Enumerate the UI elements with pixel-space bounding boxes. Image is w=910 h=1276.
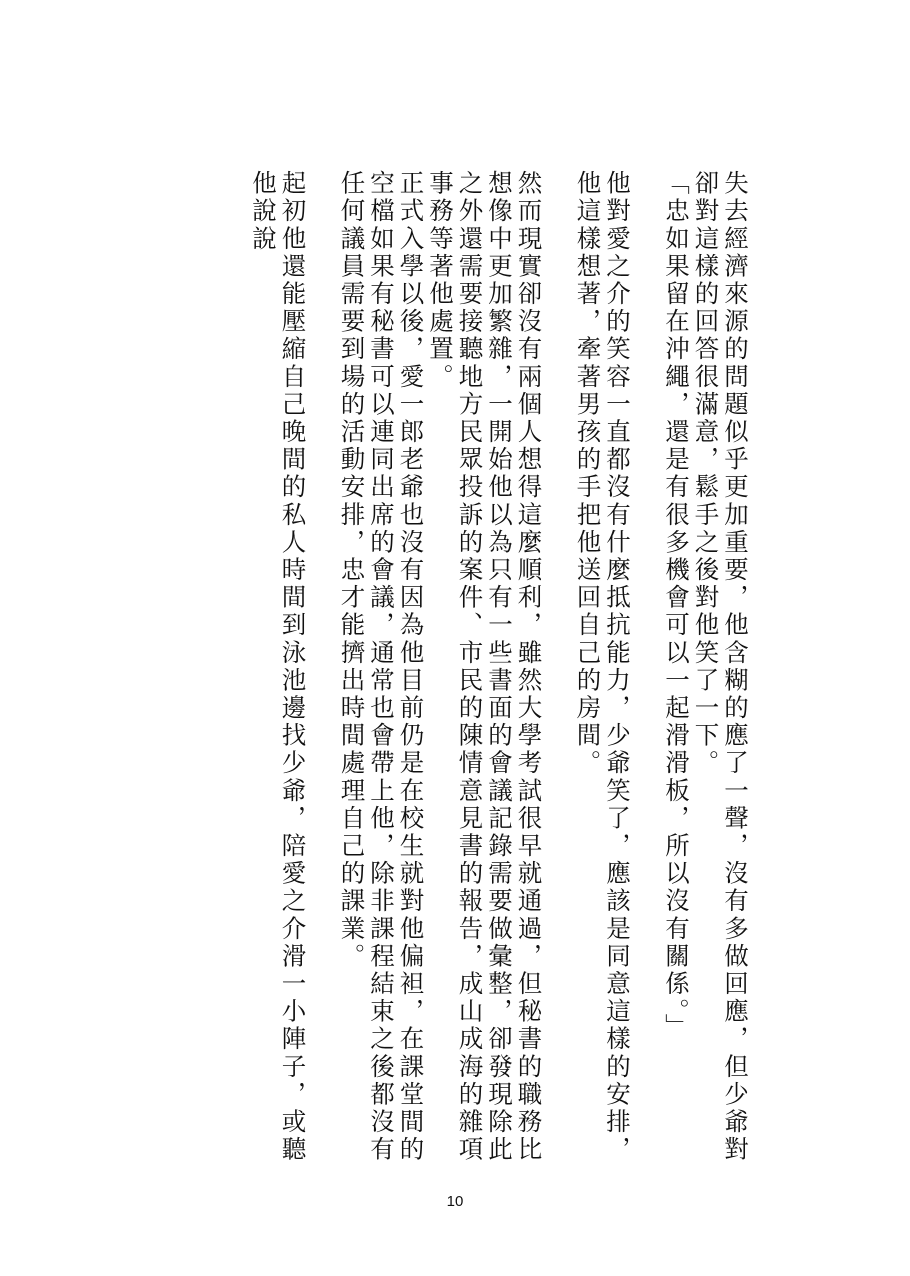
- paragraph: 正式入學以後，愛一郎老爺也沒有因為他目前仍是在校生就對他偏袒，在課堂間的空檔如果有秘書可以連同出席的會議，通常也會帶上他，除非課程結束之後都沒有任何議員需要到場的活動安排，忠才能擠出時間處理自己的課業。: [337, 170, 426, 1164]
- body-text: [249, 170, 751, 1180]
- blank-line: [308, 170, 338, 1180]
- page-number: 10: [446, 1193, 464, 1210]
- paragraph: 然而現實卻沒有兩個人想得這麼順利，雖然大學考試很早就通過，但秘書的職務比想像中更加繁雜，一開始他以為只有一些書面的會議記錄需要做彙整，卻發現除此之外還需要接聽地方民眾投訴的案件、市民的陳情意見書的報告，成山成海的雜項事務等著他處置。: [426, 170, 544, 1164]
- paragraph: 起初他還能壓縮自己晚間的私人時間到泳池邊找少爺，陪愛之介滑一小陣子，或聽他說說: [249, 170, 308, 1164]
- dialogue-paragraph: 「忠如果留在沖繩，還是有很多機會可以一起滑滑板，所以沒有關係。」: [662, 170, 691, 1041]
- paragraph: 他對愛之介的笑容一直都沒有什麼抵抗能力，少爺笑了，應該是同意這樣的安排，他這樣想著，牽著男孩的手把他送回自己的房間。: [573, 170, 632, 1164]
- blank-line: [632, 170, 662, 1180]
- blank-line: [544, 170, 574, 1180]
- paragraph: 失去經濟來源的問題似乎更加重要，他含糊的應了一聲，沒有多做回應，但少爺對卻對這樣的回答很滿意，鬆手之後對他笑了一下。: [691, 170, 750, 1164]
